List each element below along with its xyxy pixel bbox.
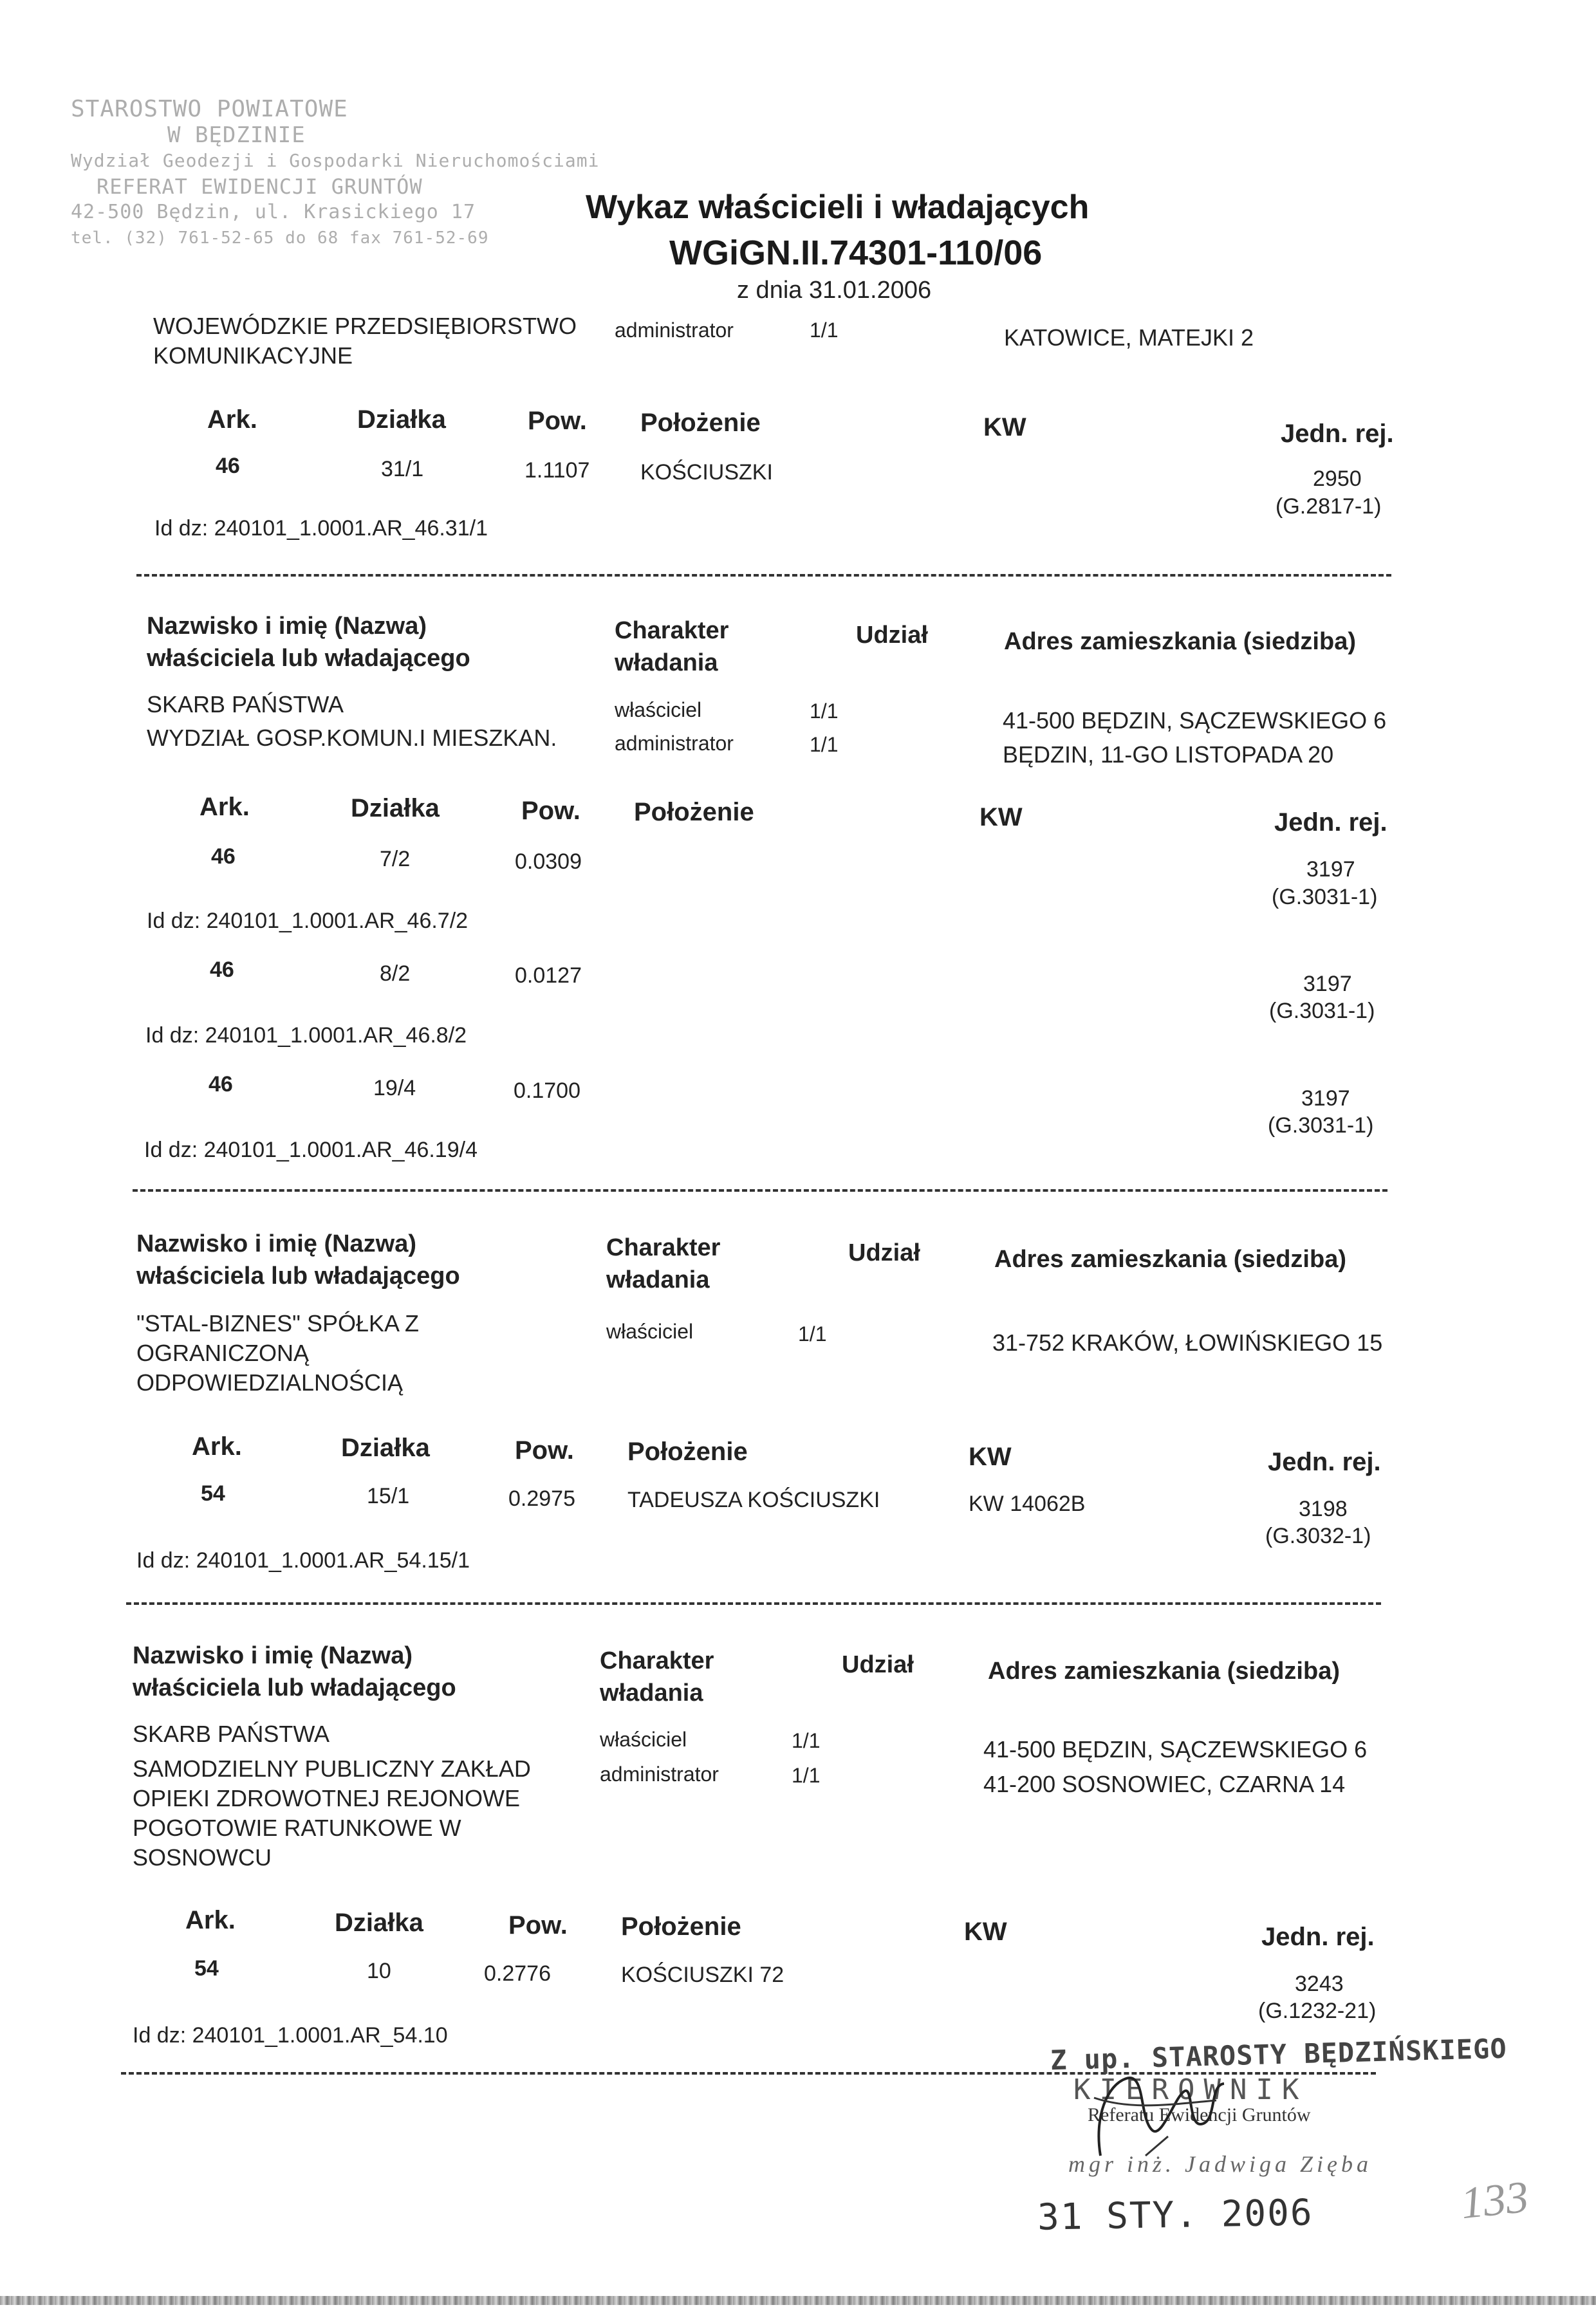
col-charakter <box>606 1232 720 1296</box>
owner-udzial: 1/1 <box>798 1322 827 1346</box>
col-dzialka: Działka <box>357 405 446 434</box>
plot-id: Id dz: 240101_1.0001.AR_46.19/4 <box>144 1138 478 1162</box>
owner-adres: 41-200 SOSNOWIEC, CZARNA 14 <box>983 1771 1346 1797</box>
document-number: WGiGN.II.74301-110/06 <box>669 234 1043 272</box>
plot-dzialka: 10 <box>367 1959 391 1983</box>
owner-charakter: właściciel <box>606 1320 694 1343</box>
plot-jedn-g: (G.3031-1) <box>1269 999 1375 1023</box>
plot-jedn-g: (G.3031-1) <box>1272 885 1378 909</box>
col-nazwisko-line2: właściciela lub władającego <box>147 645 470 672</box>
owner-adres: BĘDZIN, 11-GO LISTOPADA 20 <box>1003 741 1334 768</box>
col-jedn: Jedn. rej. <box>1281 420 1394 448</box>
owner-name: WYDZIAŁ GOSP.KOMUN.I MIESZKAN. <box>147 725 557 751</box>
col-charakter-line2: władania <box>600 1680 703 1707</box>
plot-ark: 54 <box>201 1481 225 1506</box>
col-nazwisko-line1: Nazwisko i imię (Nazwa) <box>136 1230 417 1257</box>
admin-role: administrator <box>615 319 734 342</box>
col-charakter-line1: Charakter <box>615 617 729 644</box>
col-nazwisko-line1: Nazwisko i imię (Nazwa) <box>133 1642 413 1669</box>
owner-name: SKARB PAŃSTWA <box>133 1721 330 1747</box>
plot-id: Id dz: 240101_1.0001.AR_46.31/1 <box>154 516 488 541</box>
owner-udzial: 1/1 <box>810 699 839 723</box>
col-udzial: Udział <box>856 622 928 649</box>
plot-pow: 0.2776 <box>484 1961 551 1986</box>
plot-pow: 0.1700 <box>514 1078 580 1103</box>
col-ark: Ark. <box>185 1906 236 1934</box>
office-stamp-line: STAROSTWO POWIATOWE <box>71 96 348 122</box>
owner-charakter: właściciel <box>615 698 702 721</box>
col-jedn: Jedn. rej. <box>1274 808 1387 837</box>
admin-address: KATOWICE, MATEJKI 2 <box>1004 324 1254 351</box>
col-nazwisko-line2: właściciela lub władającego <box>133 1674 456 1701</box>
plot-dzialka: 8/2 <box>380 961 411 986</box>
owner-name: SAMODZIELNY PUBLICZNY ZAKŁAD OPIEKI ZDROWOTNEJ REJONOWE POGOTOWIE RATUNKOWE W SOSNOWCU <box>133 1755 531 1871</box>
col-nazwisko-line2: właściciela lub władającego <box>136 1263 460 1290</box>
col-dzialka: Działka <box>341 1434 430 1462</box>
col-jedn: Jedn. rej. <box>1261 1923 1375 1951</box>
plot-id: Id dz: 240101_1.0001.AR_54.10 <box>133 2023 448 2048</box>
plot-polozenie: TADEUSZA KOŚCIUSZKI <box>627 1488 880 1512</box>
signature-name: mgr inż. Jadwiga Zięba <box>1068 2151 1373 2177</box>
scan-edge-strip <box>0 2296 1596 2305</box>
owner-adres: 41-500 BĘDZIN, SĄCZEWSKIEGO 6 <box>1003 707 1387 734</box>
plot-pow: 0.0127 <box>515 963 582 988</box>
col-charakter <box>615 615 728 679</box>
office-stamp <box>71 97 599 251</box>
plot-jedn-g: (G.3031-1) <box>1268 1113 1374 1138</box>
col-dzialka: Działka <box>351 794 440 822</box>
col-charakter-line2: władania <box>606 1266 710 1293</box>
page-note: 133 <box>1458 2172 1531 2229</box>
plot-jedn: 3198 <box>1299 1497 1348 1521</box>
col-dzialka: Działka <box>335 1909 423 1937</box>
plot-jedn: 3197 <box>1301 1086 1350 1111</box>
col-nazwisko-line1: Nazwisko i imię (Nazwa) <box>147 613 427 640</box>
plot-id: Id dz: 240101_1.0001.AR_46.8/2 <box>145 1023 467 1048</box>
owner-charakter: administrator <box>600 1763 719 1786</box>
owner-udzial: 1/1 <box>810 733 839 756</box>
admin-name: WOJEWÓDZKIE PRZEDSIĘBIORSTWO KOMUNIKACYJNE <box>153 313 577 369</box>
plot-dzialka: 15/1 <box>367 1484 410 1508</box>
plot-jedn-g: (G.3032-1) <box>1265 1524 1371 1548</box>
col-charakter-line2: władania <box>615 649 718 676</box>
owner-name: "STAL-BIZNES" SPÓŁKA Z OGRANICZONĄ ODPOWIEDZIALNOŚCIĄ <box>136 1310 420 1396</box>
col-charakter-line1: Charakter <box>606 1234 721 1261</box>
col-ark: Ark. <box>200 793 250 821</box>
plot-id: Id dz: 240101_1.0001.AR_46.7/2 <box>147 909 469 933</box>
col-ark: Ark. <box>192 1432 242 1461</box>
plot-ark: 46 <box>209 1072 233 1097</box>
owner-charakter: właściciel <box>600 1728 687 1751</box>
col-charakter-line1: Charakter <box>600 1647 714 1674</box>
plot-pow: 1.1107 <box>524 458 590 483</box>
separator-line <box>133 1189 1387 1192</box>
handwritten-signature-icon <box>1055 2059 1268 2175</box>
plot-jedn: 3197 <box>1303 972 1352 996</box>
plot-dzialka: 31/1 <box>381 457 424 481</box>
owner-name: SKARB PAŃSTWA <box>147 691 344 717</box>
col-polozenie: Położenie <box>634 798 754 826</box>
col-nazwisko <box>147 610 470 674</box>
document-date: z dnia 31.01.2006 <box>737 277 932 304</box>
col-kw: KW <box>969 1443 1012 1471</box>
plot-jedn-g: (G.1232-21) <box>1258 1999 1377 2023</box>
col-jedn: Jedn. rej. <box>1268 1448 1381 1476</box>
col-pow: Pow. <box>508 1911 568 1939</box>
col-ark: Ark. <box>207 405 257 434</box>
office-stamp-line: tel. (32) 761-52-65 do 68 fax 761-52-69 <box>71 228 489 248</box>
date-stamp: 31 STY. 2006 <box>1037 2192 1314 2239</box>
col-pow: Pow. <box>528 407 587 435</box>
plot-polozenie: KOŚCIUSZKI 72 <box>621 1963 784 1987</box>
plot-jedn: 3243 <box>1295 1972 1344 1996</box>
col-kw: KW <box>979 803 1023 831</box>
owner-charakter: administrator <box>615 732 734 755</box>
col-pow: Pow. <box>515 1436 574 1465</box>
plot-dzialka: 7/2 <box>380 847 411 871</box>
admin-share: 1/1 <box>810 319 839 342</box>
separator-line <box>126 1602 1381 1605</box>
office-stamp-line: REFERAT EWIDENCJI GRUNTÓW <box>97 174 423 199</box>
plot-jedn: 2950 <box>1313 467 1362 491</box>
plot-jedn-g: (G.2817-1) <box>1276 494 1382 519</box>
plot-ark: 46 <box>211 844 236 869</box>
owner-udzial: 1/1 <box>792 1729 821 1752</box>
separator-line <box>136 574 1391 577</box>
col-nazwisko <box>136 1228 460 1292</box>
col-polozenie: Położenie <box>627 1438 748 1466</box>
col-udzial: Udział <box>842 1651 914 1678</box>
col-adres: Adres zamieszkania (siedziba) <box>994 1246 1346 1273</box>
office-stamp-line: Wydział Geodezji i Gospodarki Nieruchomościami <box>71 150 600 171</box>
plot-ark: 54 <box>194 1956 219 1981</box>
plot-ark: 46 <box>210 958 234 982</box>
plot-pow: 0.2975 <box>508 1486 575 1511</box>
col-pow: Pow. <box>521 797 580 825</box>
document-title: Wykaz właścicieli i władających <box>586 189 1090 226</box>
col-kw: KW <box>964 1918 1007 1946</box>
col-nazwisko <box>133 1640 456 1704</box>
plot-id: Id dz: 240101_1.0001.AR_54.15/1 <box>136 1548 470 1573</box>
plot-jedn: 3197 <box>1306 857 1355 882</box>
col-charakter <box>600 1645 714 1709</box>
office-stamp-line: 42-500 Będzin, ul. Krasickiego 17 <box>71 201 476 223</box>
owner-udzial: 1/1 <box>792 1764 821 1787</box>
signature-authority: Z up. STAROSTY BĘDZIŃSKIEGO <box>1050 2032 1508 2077</box>
col-adres: Adres zamieszkania (siedziba) <box>1004 628 1356 655</box>
col-polozenie: Położenie <box>621 1912 741 1941</box>
col-udzial: Udział <box>848 1239 920 1266</box>
office-stamp-line: W BĘDZINIE <box>167 122 306 148</box>
plot-polozenie: KOŚCIUSZKI <box>640 460 773 485</box>
plot-dzialka: 19/4 <box>373 1076 416 1100</box>
signature-unit: Referatu Ewidencji Gruntów <box>1088 2104 1311 2125</box>
col-adres: Adres zamieszkania (siedziba) <box>988 1658 1340 1685</box>
plot-pow: 0.0309 <box>515 849 582 874</box>
plot-kw: KW 14062B <box>969 1492 1086 1516</box>
col-kw: KW <box>983 413 1026 441</box>
col-polozenie: Położenie <box>640 409 761 437</box>
owner-adres: 41-500 BĘDZIN, SĄCZEWSKIEGO 6 <box>983 1736 1368 1763</box>
owner-adres: 31-752 KRAKÓW, ŁOWIŃSKIEGO 15 <box>992 1329 1383 1356</box>
signature-title: KIEROWNIK <box>1073 2073 1308 2106</box>
plot-ark: 46 <box>216 454 240 478</box>
